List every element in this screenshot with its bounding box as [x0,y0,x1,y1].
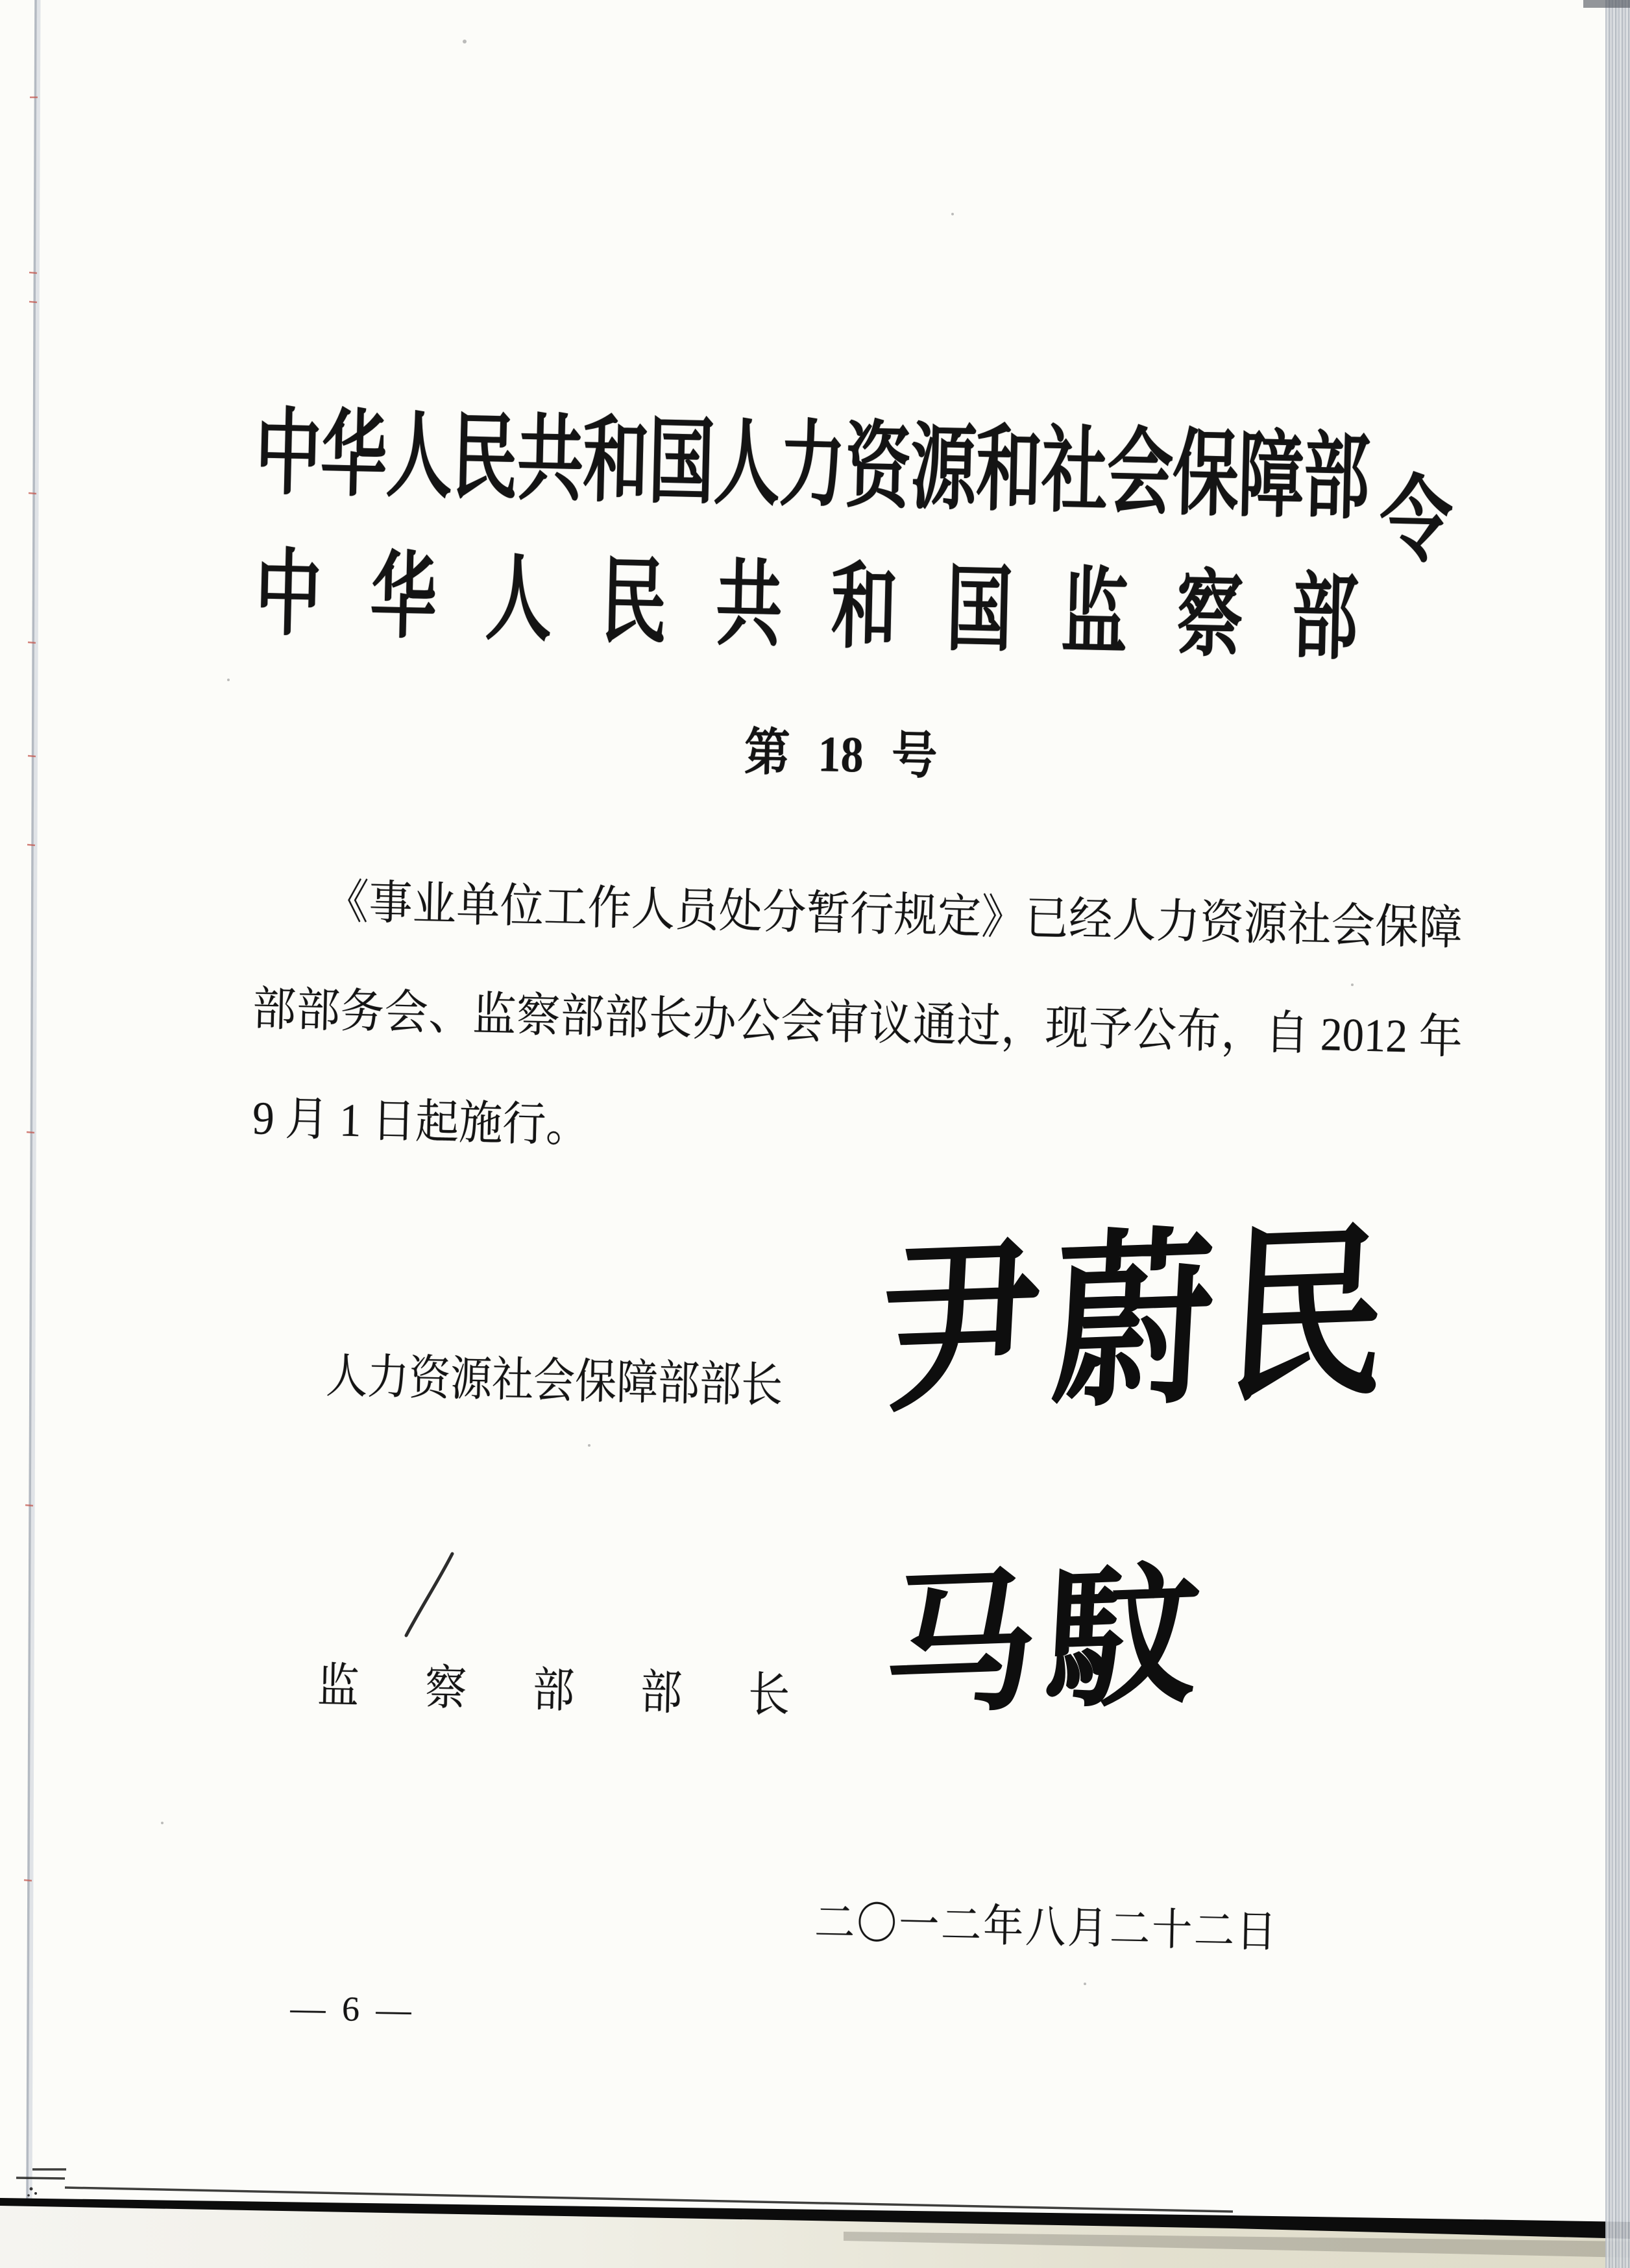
signature-ma-wen: 马馼 [880,1545,1213,1736]
underlying-page-edges [16,2169,1233,2212]
scan-top-right-corner-shade [1583,0,1630,8]
decree-character: 令 [1378,468,1454,575]
page-edge-shadow [844,2232,1630,2258]
signer-title-mohrss: 人力资源社会保障部部长 [325,1349,783,1412]
left-page-edge-halo [30,0,38,2202]
signer-title-supervision-ministry: 监察部部长 [317,1659,790,1722]
title-line-2: 中华人民共和国监察部 [254,542,1359,672]
decree-number: 第 18 号 [744,725,938,785]
scan-right-edge-band [1605,0,1630,2268]
body-line-3: 9 月 1 日起施行。 [252,1092,590,1152]
page-number: — 6 — [290,1988,416,2030]
stray-pen-mark [406,1554,452,1635]
red-fiber-marks [24,97,38,1881]
signature-yin-weimin: 尹蔚民 [875,1201,1406,1440]
body-line-1: 《事业单位工作人员处分暂行规定》已经人力资源社会保障 [324,876,1463,955]
bottom-left-speckle [27,2188,37,2197]
scanner-background [0,2206,1630,2268]
body-line-2: 部部务会、监察部部长办公会审议通过，现予公布，自 2012 年 [252,983,1463,1064]
issue-date: 二〇一二年八月二十二日 [814,1898,1277,1957]
title-line-1: 中华人民共和国人力资源和社会保障部 [254,402,1370,531]
left-page-edge-line [27,0,36,2202]
page-bottom-edge [0,2198,1630,2239]
